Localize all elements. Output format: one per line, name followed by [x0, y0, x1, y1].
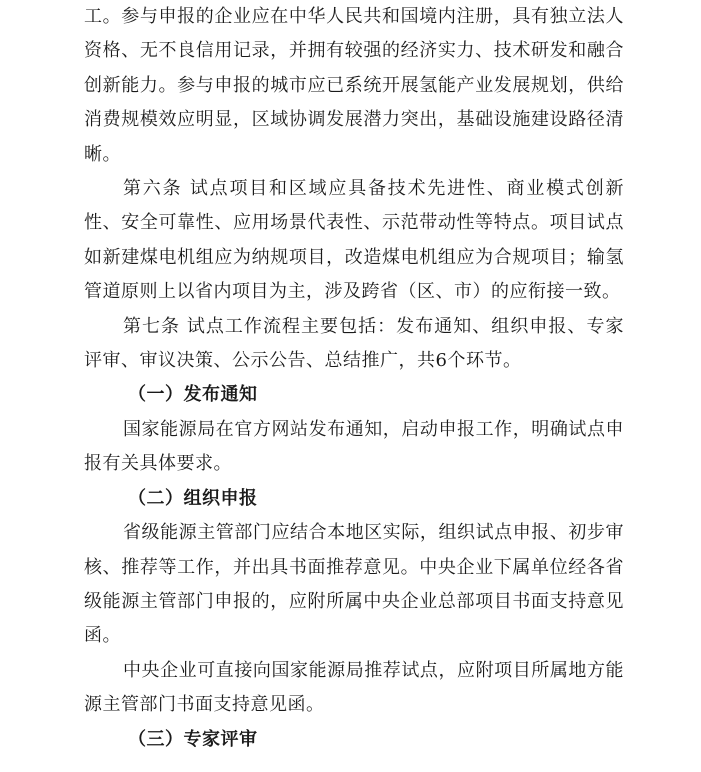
paragraph-central-enterprise: 中央企业可直接向国家能源局推荐试点，应附项目所属地方能源主管部门书面支持意见函。 — [84, 659, 624, 716]
section-heading-organize-application: （二）组织申报 — [128, 487, 258, 509]
document-page — [84, 0, 624, 757]
paragraph-article-7: 第七条 试点工作流程主要包括：发布通知、组织申报、专家评审、审议决策、公示公告、总结推广，共6个环节。 — [84, 315, 624, 372]
paragraph-publish-notice: 国家能源局在官方网站发布通知，启动申报工作，明确试点申报有关具体要求。 — [84, 418, 624, 475]
paragraph-eligibility: 工。参与申报的企业应在中华人民共和国境内注册，具有独立法人资格、无不良信用记录，并拥有较强的经济实力、技术研发和融合创新能力。参与申报的城市应已系统开展氢能产业发展规划，供给消费规模效应明显，区域协调发展潜力突出，基础设施建设路径清晰。 — [84, 6, 624, 165]
paragraph-article-6: 第六条 试点项目和区域应具备技术先进性、商业模式创新性、安全可靠性、应用场景代表性、示范带动性等特点。项目试点如新建煤电机组应为纳规项目，改造煤电机组应为合规项目；输氢管道原则上以省内项目为主，涉及跨省（区、市）的应衔接一致。 — [84, 178, 624, 303]
section-heading-expert-review: （三）专家评审 — [128, 728, 258, 750]
paragraph-provincial-application: 省级能源主管部门应结合本地区实际，组织试点申报、初步审核、推荐等工作，并出具书面推荐意见。中央企业下属单位经各省级能源主管部门申报的，应附所属中央企业总部项目书面支持意见函。 — [84, 522, 624, 647]
section-heading-publish-notice: （一）发布通知 — [128, 384, 258, 406]
